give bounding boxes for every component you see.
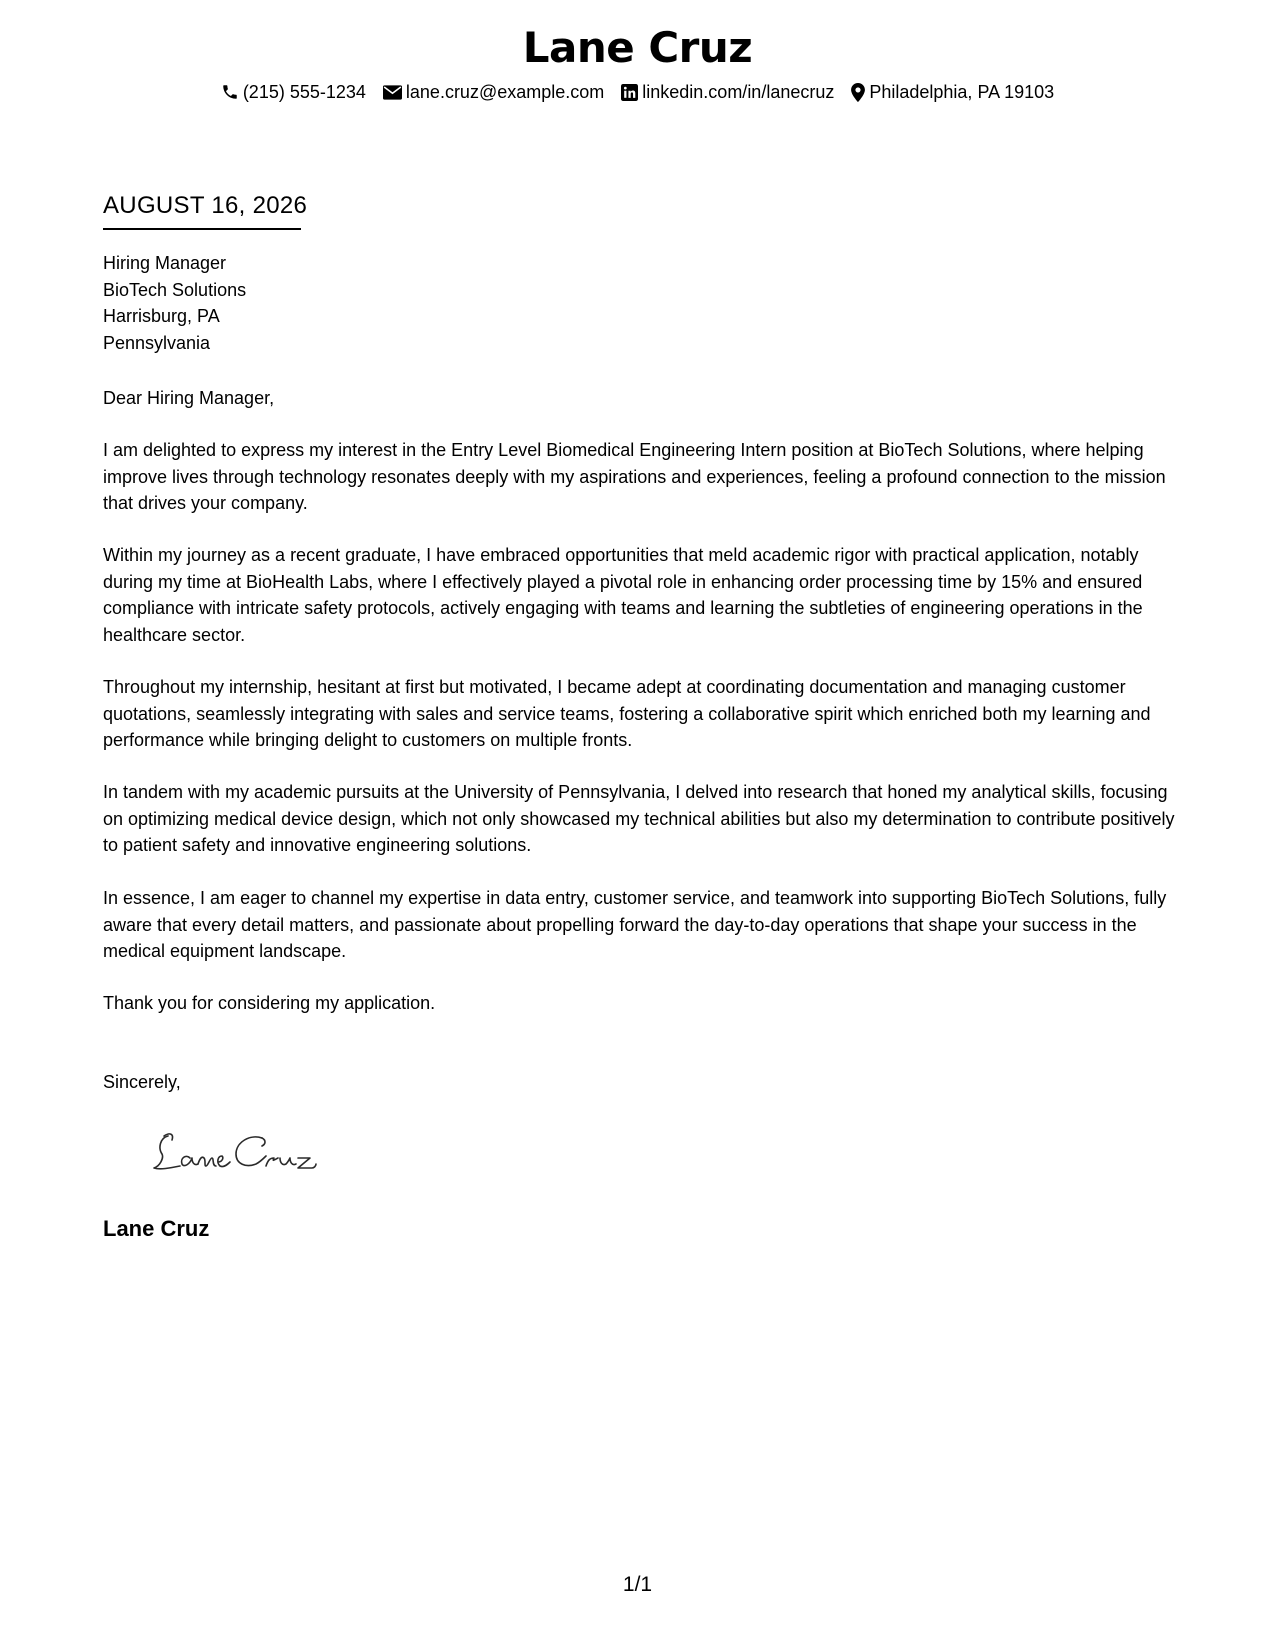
- body-paragraph: I am delighted to express my interest in the Entry Level Biomedical Engineering Intern position at BioTech Solutions, where helping improve lives through technology resonates deeply with my aspirations and experiences, feeling a profound connection to the mission that drives your company.: [103, 440, 1166, 513]
- phone-icon: [221, 83, 239, 101]
- contact-info-bar: [0, 80, 1275, 104]
- map-pin-icon: [851, 83, 865, 102]
- phone-text[interactable]: (215) 555-1234: [242, 82, 366, 102]
- linkedin-text[interactable]: linkedin.com/in/lanecruz: [642, 82, 835, 102]
- contact-email: [383, 80, 604, 104]
- email-text[interactable]: lane.cruz@example.com: [405, 82, 605, 102]
- contact-phone: [221, 80, 366, 104]
- body-paragraph: Throughout my internship, hesitant at first but motivated, I became adept at coordinating documentation and managing customer quotations, seamlessly integrating with sales and service teams, fostering a collaborative spirit which enriched both my learning and performance while bringing delight to customers on multiple fronts.: [103, 677, 1151, 750]
- recipient-title: Hiring Manager: [103, 253, 227, 273]
- linkedin-icon: [621, 84, 638, 101]
- recipient-state: Pennsylvania: [103, 332, 211, 353]
- applicant-name-heading: Lane Cruz: [522, 23, 753, 72]
- handwritten-signature: [150, 1128, 320, 1183]
- thanks-line: Thank you for considering my application.: [103, 993, 436, 1013]
- body-paragraph: Within my journey as a recent graduate, I have embraced opportunities that meld academic rigor with practical application, notably during my time at BioHealth Labs, where I effectively played a pivotal role in enhancing order processing time by 15% and ensured compliance with intricate safety protocols, actively engaging with teams and learning the subtleties of engineering operations in the healthcare sector.: [103, 545, 1143, 645]
- location-text: Philadelphia, PA 19103: [869, 82, 1055, 102]
- recipient-address-block: [103, 250, 246, 356]
- contact-location: [851, 80, 1054, 104]
- salutation: Dear Hiring Manager,: [103, 388, 275, 408]
- page-number: 1/1: [622, 1573, 653, 1596]
- body-paragraph: In tandem with my academic pursuits at the University of Pennsylvania, I delved into research that honed my analytical skills, focusing on optimizing medical device design, which not only showcased my technical abilities but also my determination to contribute positively to patient safety and innovative engineering solutions.: [103, 782, 1175, 855]
- recipient-city: Harrisburg, PA: [103, 306, 220, 326]
- signer-name: Lane Cruz: [103, 1216, 210, 1241]
- letter-date: AUGUST 16, 2026: [103, 192, 308, 219]
- envelope-icon: [383, 85, 402, 100]
- closing-line: Sincerely,: [103, 1072, 181, 1092]
- contact-linkedin: [621, 80, 834, 104]
- recipient-company: BioTech Solutions: [103, 279, 247, 300]
- body-paragraph: In essence, I am eager to channel my expertise in data entry, customer service, and teamwork into supporting BioTech Solutions, fully aware that every detail matters, and passionate about propelling forward the day-to-day operations that shape your success in the medical equipment landscape.: [103, 888, 1167, 961]
- date-underline-divider: [103, 228, 301, 230]
